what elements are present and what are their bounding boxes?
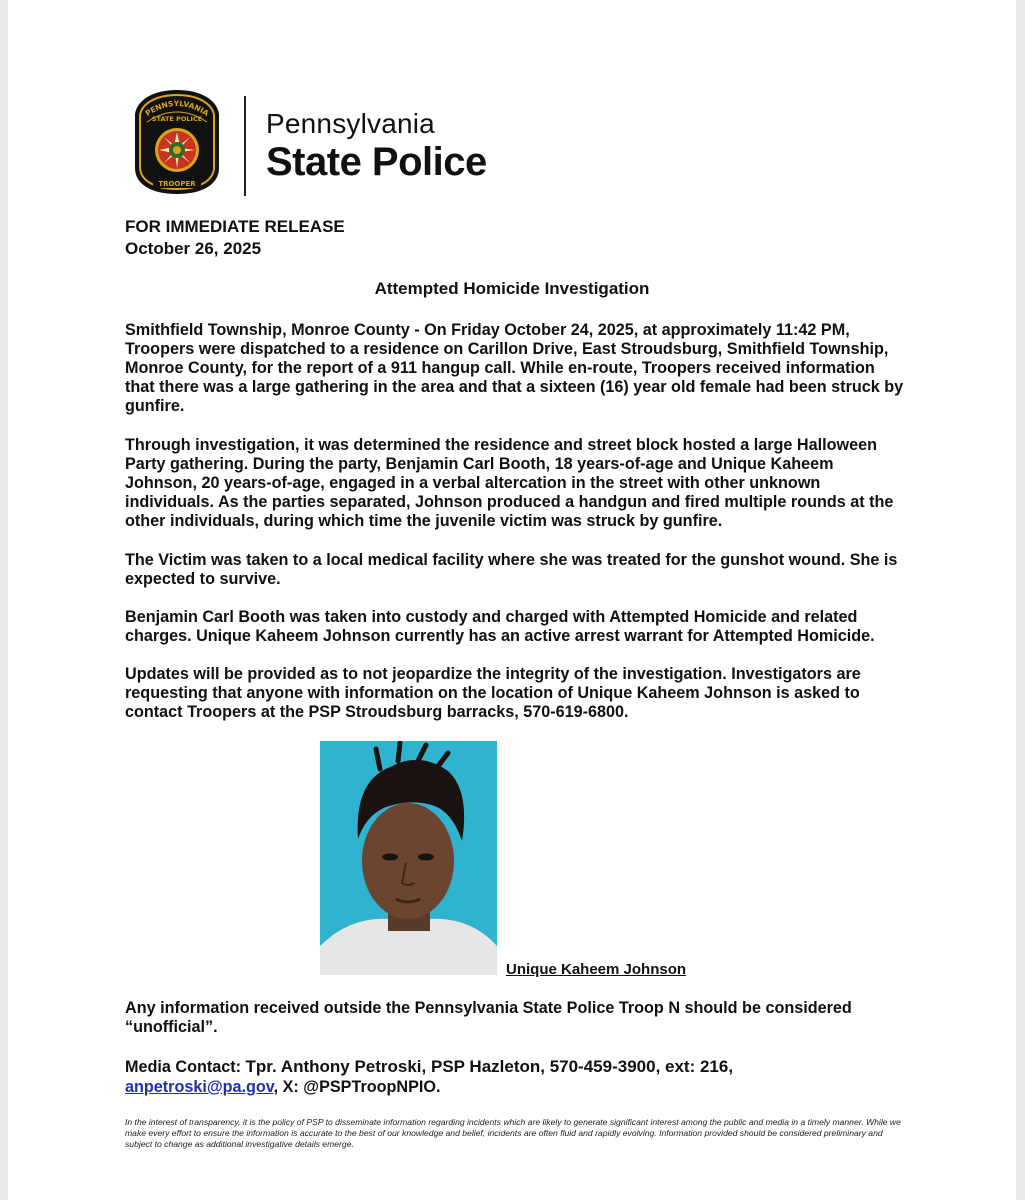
svg-text:STATE POLICE: STATE POLICE <box>151 115 203 123</box>
paragraph-victim: The Victim was taken to a local medical facility where she was treated for the gunshot wound. She is expected to survive. <box>125 551 898 588</box>
contact-social: , X: @PSPTroopNPIO. <box>273 1078 441 1096</box>
paragraph-updates: Updates will be provided as to not jeopardize the integrity of the investigation. Investigators are requesting that anyone with information on the location of Unique Kaheem Johnson is asked to contact Troopers at the PSP Stroudsburg barracks, 570-619-6800. <box>125 665 861 721</box>
press-release-page <box>8 0 1016 1200</box>
media-contact-label: Media Contact: <box>125 1058 242 1076</box>
contact-email-link[interactable]: anpetroski@pa.gov <box>125 1078 274 1096</box>
transparency-disclaimer: In the interest of transparency, it is the policy of PSP to disseminate information regarding incidents which are likely to generate significant interest among the public and media in a timely manner. While we make every effort to ensure the information is accurate to the best of our knowledge and belief, incidents are often fluid and rapidly evolving. Information provided should be considered preliminary and subject to change as additional investigative details emerge. <box>125 1117 901 1149</box>
psp-badge-logo <box>131 88 223 196</box>
media-contact-details: Tpr. Anthony Petroski, PSP Hazleton, 570-459-3900, ext: 216, <box>245 1057 734 1076</box>
agency-header <box>123 88 503 200</box>
paragraph-charges: Benjamin Carl Booth was taken into custody and charged with Attempted Homicide and related charges. Unique Kaheem Johnson currently has an active arrest warrant for Attempted Homicide. <box>125 608 875 645</box>
agency-name-line1: Pennsylvania <box>266 108 435 139</box>
suspect-photo <box>320 741 497 975</box>
unofficial-notice: Any information received outside the Pennsylvania State Police Troop N should be considered “unofficial”. <box>125 999 852 1036</box>
svg-text:TROOPER: TROOPER <box>158 180 196 188</box>
person-silhouette-icon <box>320 741 497 975</box>
release-label: FOR IMMEDIATE RELEASE <box>125 217 345 236</box>
header-divider <box>244 96 246 196</box>
suspect-photo-caption: Unique Kaheem Johnson <box>506 961 687 978</box>
document-title: Attempted Homicide Investigation <box>374 279 650 298</box>
agency-name-line2: State Police <box>266 140 487 184</box>
release-date: October 26, 2025 <box>125 239 262 258</box>
release-block <box>125 216 345 260</box>
svg-text:PENNSYLVANIA: PENNSYLVANIA <box>143 98 211 118</box>
paragraph-investigation: Through investigation, it was determined the residence and street block hosted a large Halloween Party gathering. During the party, Benjamin Carl Booth, 18 years-of-age and Unique Kaheem Johnson, 20 years-of-age, engaged in a verbal altercation in the street with other unknown individuals. As the parties separated, Johnson produced a handgun and fired multiple rounds at the other individuals, during which time the juvenile victim was struck by gunfire. <box>125 436 894 530</box>
paragraph-incident: Smithfield Township, Monroe County - On Friday October 24, 2025, at approximately 11:42 PM, Troopers were dispatched to a residence on Carillon Drive, East Stroudsburg, Smithfield Township, Monroe County, for the report of a 911 hangup call. While en-route, Troopers received information that there was a large gathering in the area and that a sixteen (16) year old female had been struck by gunfire. <box>125 321 904 415</box>
media-contact <box>125 1057 925 1097</box>
